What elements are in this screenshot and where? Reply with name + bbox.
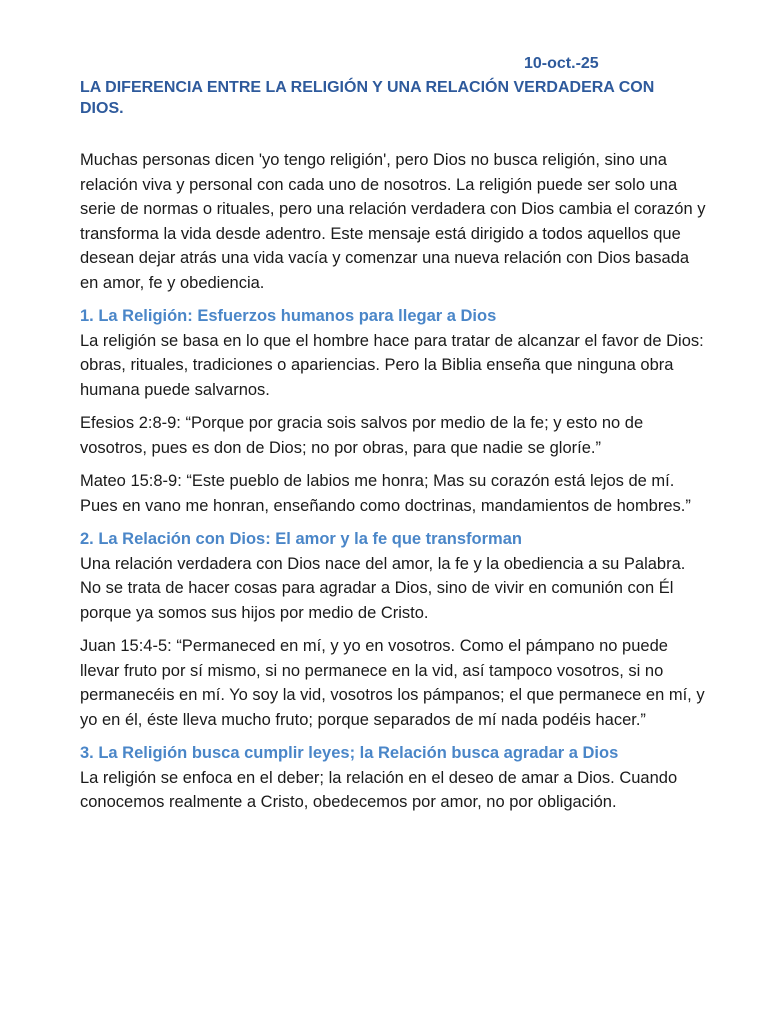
document-body — [80, 148, 710, 824]
section-heading: 2. La Relación con Dios: El amor y la fe que transforman — [80, 530, 522, 548]
scripture-quote: Efesios 2:8-9: “Porque por gracia sois salvos por medio de la fe; y esto no de vosotros, pues es don de Dios; no por obras, para que nadie se gloríe.” — [80, 414, 644, 457]
section-heading: 1. La Religión: Esfuerzos humanos para llegar a Dios — [80, 307, 497, 325]
section-heading: 3. La Religión busca cumplir leyes; la Relación busca agradar a Dios — [80, 744, 619, 762]
document-title: LA DIFERENCIA ENTRE LA RELIGIÓN Y UNA RELACIÓN VERDADERA CON DIOS. — [80, 79, 655, 117]
section-paragraph: La religión se basa en lo que el hombre hace para tratar de alcanzar el favor de Dios: obras, rituales, tradiciones o apariencias. Pero la Biblia enseña que ninguna obra humana puede salvarnos. — [80, 331, 704, 399]
section-2 — [80, 527, 710, 732]
document-date: 10-oct.-25 — [524, 55, 599, 72]
section-1 — [80, 304, 710, 518]
section-paragraph: La religión se enfoca en el deber; la relación en el deseo de amar a Dios. Cuando conocemos realmente a Cristo, obedecemos por amor, no por obligación. — [80, 768, 678, 811]
scripture-quote: Mateo 15:8-9: “Este pueblo de labios me honra; Mas su corazón está lejos de mí. Pues en vano me honran, enseñando como doctrinas, mandamientos de hombres.” — [80, 472, 691, 515]
scripture-quote: Juan 15:4-5: “Permaneced en mí, y yo en vosotros. Como el pámpano no puede llevar fruto por sí mismo, si no permanece en la vid, así tampoco vosotros, si no permanecéis en mí. Yo soy la vid, vosotros los pámpanos; el que permanece en mí, y yo en él, éste lleva mucho fruto; porque separados de mí nada podéis hacer.” — [80, 637, 705, 729]
section-paragraph: Una relación verdadera con Dios nace del amor, la fe y la obediencia a su Palabra. No se trata de hacer cosas para agradar a Dios, sino de vivir en comunión con Él porque ya somos sus hijos por medio de Cristo. — [80, 554, 686, 622]
intro-paragraph: Muchas personas dicen 'yo tengo religión', pero Dios no busca religión, sino una relación viva y personal con cada uno de nosotros. La religión puede ser solo una serie de normas o rituales, pero una relación verdadera con Dios cambia el corazón y transforma la vida desde adentro. Este mensaje está dirigido a todos aquellos que desean dejar atrás una vida vacía y comenzar una nueva relación con Dios basada en amor, fe y obediencia. — [80, 151, 706, 292]
section-3 — [80, 741, 710, 815]
